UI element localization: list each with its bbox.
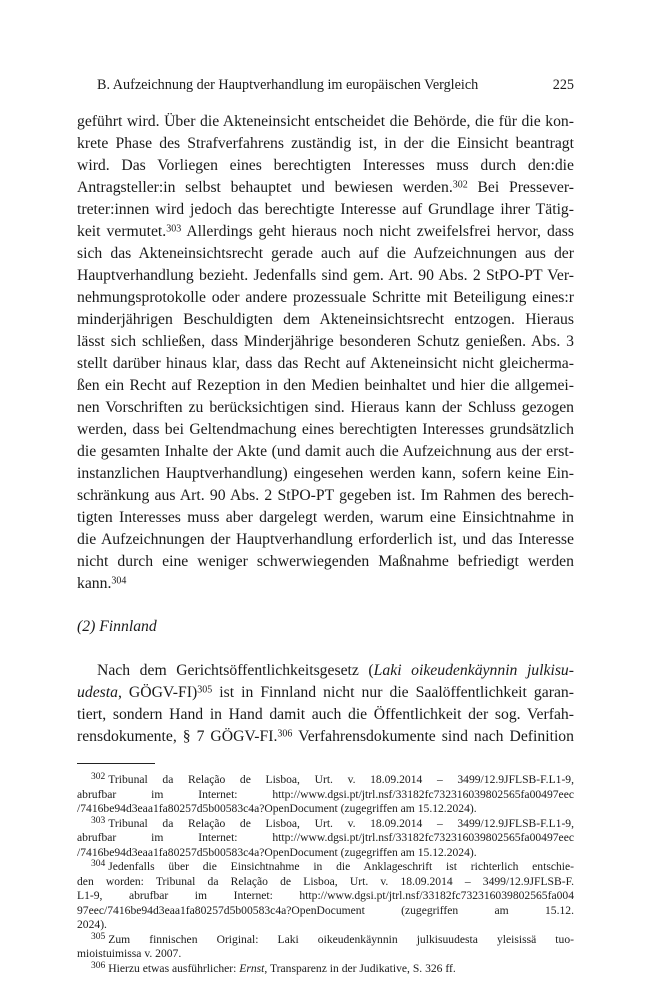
footnote-line: abrufbar im Internet: http://www.dgsi.pt/jtrl.nsf/33182fc732316039802565fa00497eec [77, 787, 574, 801]
text-line: schränkung aus Art. 90 Abs. 2 StPO-PT gegeben ist. Im Rahmen des berech- [77, 487, 574, 504]
text-line: minderjährigen Beschuldigten dem Akteneinsichtsrecht entzogen. Hieraus [77, 311, 574, 328]
text-line: wird. Das Vorliegen eines berechtigten Interesses muss durch den:die [77, 157, 574, 174]
text-line: nehmungsprotokolle oder andere prozessuale Schritte mit Beteiligung eines:r [77, 289, 574, 306]
text-line: udesta, GÖGV-FI)$^{305}$ ist in Finnland nicht nur die Saalöffentlichkeit garan- [77, 684, 574, 701]
footnote-ref-305[interactable]: 305 [197, 684, 213, 696]
footnote-ref-302[interactable]: 302 [452, 179, 468, 191]
footnote-ref-306[interactable]: 306 [277, 728, 293, 740]
page-number: 225 [552, 77, 574, 93]
text-line: krete Phase des Strafverfahrens zuständig ist, in der die Einsicht beantragt [77, 135, 574, 152]
running-header-title: B. Aufzeichnung der Hauptverhandlung im europäischen Vergleich [97, 77, 479, 93]
footnote-ref-304[interactable]: 304 [111, 575, 127, 587]
footnote-line: L1-9, abrufbar im Internet: http://www.dgsi.pt/jtrl.nsf/33182fc732316039802565fa004 [77, 889, 574, 902]
footnote-line: den worden: Tribunal da Relação de Lisboa, Urt. v. 18.09.2014 – 3499/12.9JFLSB-F. [77, 874, 574, 888]
footnote-line: 97eec/7416be94d3eaa1fa80257d5b00583c4a?OpenDocument (zugegriffen am 15.12. [77, 903, 574, 917]
footnote-line: 2024). [77, 918, 107, 931]
text-line: keit vermutet.$^{303}$ Allerdings geht hieraus noch nicht zweifelsfrei hervor, dass [77, 223, 574, 240]
footnote-line: /7416be94d3eaa1fa80257d5b00583c4a?OpenDocument (zugegriffen am 15.12.2024). [77, 802, 477, 815]
text-line: rensdokumente, § 7 GÖGV-FI.$^{306}$ Verfahrensdokumente sind nach Definition [77, 728, 574, 745]
footnote-line: /7416be94d3eaa1fa80257d5b00583c4a?OpenDocument (zugegriffen am 15.12.2024). [77, 845, 477, 859]
text-line: instanzlichen Hauptverhandlung) eingesehen werden kann, sofern keine Ein- [77, 465, 574, 482]
footnote-line: $^{305}$ Zum finnischen Original: Laki oikeudenkäynnin julkisuudesta yleisissä tuo- [91, 931, 574, 946]
footnote-ref-303[interactable]: 303 [166, 223, 182, 235]
text-line: kann.$^{304}$ [77, 575, 127, 592]
footnote-line: $^{306}$ Hierzu etwas ausführlicher: Ernst, Transparenz in der Judikative, S. 326 ff. [91, 960, 456, 975]
text-line: Antragsteller:in selbst behauptet und bewiesen werden.$^{302}$ Bei Pressever- [77, 179, 574, 196]
text-line: geführt wird. Über die Akteneinsicht entscheidet die Behörde, die für die kon- [77, 113, 574, 130]
text-line: Nach dem Gerichtsöffentlichkeitsgesetz (Laki oikeudenkäynnin julkisu- [97, 662, 575, 679]
text-line: werden, dass bei Geltendmachung eines berechtigten Interesses grundsätzlich [77, 421, 574, 438]
text-line: nen Vorschriften zu berücksichtigen sind. Hieraus kann der Schluss gezogen [77, 399, 574, 416]
footnote-line: $^{304}$ Jedenfalls über die Einsichtnahme in die Anklageschrift ist richterlich entschie- [91, 859, 574, 873]
text-line: Hauptverhandlung bezieht. Jedenfalls sind gem. Art. 90 Abs. 2 StPO-PT Ver- [77, 267, 574, 284]
footnote-separator [77, 763, 155, 764]
text-line: nicht durch eine weniger schwerwiegenden Maßnahme befriedigt werden [77, 553, 574, 570]
text-line: lässt sich schließen, dass Minderjährige besonderen Schutz genießen. Abs. 3 [77, 333, 574, 350]
text-line: die gesamten Inhalte der Akte (und damit auch die Aufzeichnung aus der erst- [77, 443, 574, 460]
text-line: treter:innen wird jedoch das berechtigte Interesse auf Grundlage ihrer Tätig- [77, 201, 574, 218]
text-line: tigten Interesses muss aber dargelegt werden, warum eine Einsichtnahme in [77, 509, 574, 526]
footnote-line: abrufbar im Internet: http://www.dgsi.pt/jtrl.nsf/33182fc732316039802565fa00497eec [77, 831, 574, 844]
footnote-line: $^{303}$ Tribunal da Relação de Lisboa, Urt. v. 18.09.2014 – 3499/12.9JFLSB-F.L1-9, [91, 815, 574, 830]
footnote-line: mioistuimissa v. 2007. [77, 947, 182, 960]
text-line: ßen ein Recht auf Rezeption in den Medien beinhaltet und hier die allgemei- [77, 377, 574, 394]
text-line: sich das Akteneinsichtsrecht gerade auch auf die Aufzeichnungen aus der [77, 245, 574, 262]
text-line: die Aufzeichnungen der Hauptverhandlung erforderlich ist, und das Interesse [77, 531, 574, 548]
section-heading: (2) Finnland [77, 618, 157, 635]
text-line: tiert, sondern Hand in Hand damit auch die Öffentlichkeit der sog. Verfah- [77, 706, 574, 723]
text-line: stellt darüber hinaus klar, dass das Recht auf Akteneinsicht nicht gleicherma- [77, 355, 574, 372]
footnote-line: $^{302}$ Tribunal da Relação de Lisboa, Urt. v. 18.09.2014 – 3499/12.9JFLSB-F.L1-9, [91, 772, 574, 786]
